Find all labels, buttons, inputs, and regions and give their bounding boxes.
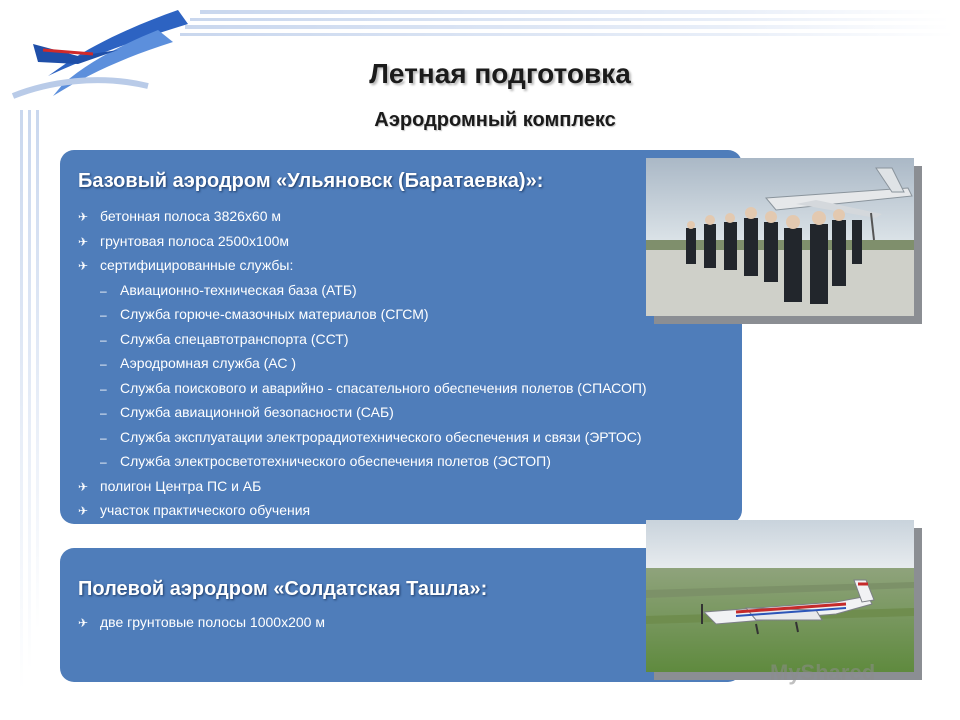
dash-bullet-icon: –	[100, 357, 107, 371]
list-item	[78, 229, 647, 254]
airplane-bullet-icon: ✈	[78, 616, 89, 630]
list-item	[78, 610, 325, 635]
list-item-text: участок практического обучения	[100, 502, 311, 518]
list-item	[78, 253, 647, 278]
airplane-bullet-icon: ✈	[78, 479, 89, 494]
dash-bullet-icon: –	[100, 308, 107, 322]
list-item-text: Аэродромная служба (АС )	[120, 355, 296, 371]
dash-bullet-icon: –	[100, 430, 107, 445]
cadets-photo	[646, 158, 914, 316]
sub-list-item	[78, 449, 647, 474]
page-title: Летная подготовка	[369, 58, 631, 89]
list-item-text: Служба поискового и аварийно - спасательного обеспечения полетов (СПАСОП)	[120, 379, 647, 396]
sub-list-item	[78, 351, 647, 376]
list-item-text: бетонная полоса 3826х60 м	[100, 208, 282, 224]
dash-bullet-icon: –	[100, 283, 107, 298]
sub-list-item	[78, 425, 647, 450]
dash-bullet-icon: –	[100, 332, 107, 347]
list-item-text: сертифицированные службы:	[100, 257, 294, 273]
airplane-bullet-icon: ✈	[78, 234, 89, 249]
list-item	[78, 204, 647, 229]
list-item-text: полигон Центра ПС и АБ	[100, 477, 262, 494]
list-item	[78, 474, 647, 499]
dash-bullet-icon: –	[100, 381, 107, 396]
list-item-text: Служба эксплуатации электрорадиотехнического обеспечения и связи (ЭРТОС)	[120, 428, 642, 445]
sub-list-item	[78, 278, 647, 303]
base-airfield-panel	[60, 150, 742, 524]
sub-list-item	[78, 400, 647, 425]
watermark: MyShared	[770, 660, 876, 685]
sub-list-item	[78, 302, 647, 327]
list-item-text: Служба спецавтотранспорта (ССТ)	[120, 330, 349, 347]
airplane-bullet-icon: ✈	[78, 210, 89, 224]
list-item-text: грунтовая полоса 2500х100м	[100, 232, 290, 249]
field-airfield-heading: Полевой аэродром «Солдатская Ташла»:	[78, 578, 488, 600]
dash-bullet-icon: –	[100, 406, 107, 420]
field-airfield-panel	[60, 548, 742, 682]
dash-bullet-icon: –	[100, 455, 107, 469]
base-airfield-heading: Базовый аэродром «Ульяновск (Баратаевка)»:	[78, 170, 544, 192]
aircraft-photo	[646, 520, 914, 672]
list-item-text: Служба авиационной безопасности (САБ)	[120, 404, 394, 420]
list-item-text: Авиационно-техническая база (АТБ)	[120, 281, 357, 298]
list-item	[78, 498, 647, 523]
list-item-text: Служба горюче-смазочных материалов (СГСМ)	[120, 306, 429, 322]
list-item-text: Служба электросветотехнического обеспечения полетов (ЭСТОП)	[120, 453, 551, 469]
field-airfield-list	[78, 610, 325, 635]
airplane-bullet-icon: ✈	[78, 259, 89, 273]
airplane-bullet-icon: ✈	[78, 504, 89, 518]
base-airfield-list	[78, 204, 647, 523]
sub-list-item	[78, 376, 647, 401]
page-subtitle: Аэродромный комплекс	[374, 109, 616, 131]
sub-list-item	[78, 327, 647, 352]
list-item-text: две грунтовые полосы 1000х200 м	[100, 614, 325, 630]
